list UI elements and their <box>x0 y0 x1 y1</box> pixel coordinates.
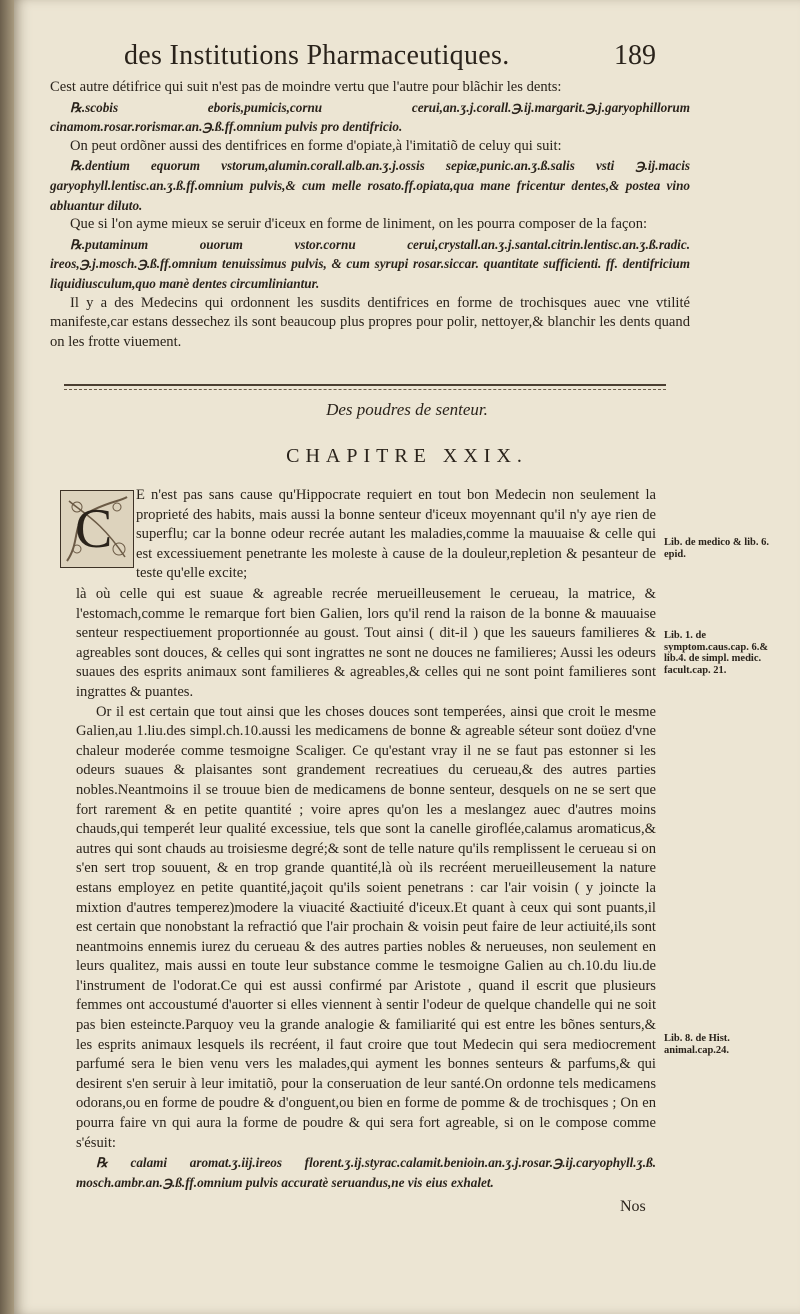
page-number: 189 <box>614 40 656 71</box>
section-title: Des poudres de senteur. <box>326 400 488 419</box>
paragraph: Il y a des Medecins qui ordonnent les susdits dentifrices en forme de trochisques auec vne vtilité manifeste,car estans dessechez ils sont beaucoup plus propres pour polir, nettoyer,& blanchir les dents quand on les frotte viuement. <box>50 294 690 350</box>
margin-note: Lib. 1. de symptom.caus.cap. 6.& lib.4. de simpl. medic. facult.cap. 21. <box>664 630 769 676</box>
margin-note: Lib. de medico & lib. 6. epid. <box>664 537 770 560</box>
chapter-opening-paragraph <box>136 486 656 584</box>
running-head: des Institutions Pharmaceutiques. <box>124 40 510 71</box>
recipe: ℞.scobis eboris,pumicis,cornu cerui,an.ʒ.j.corall.℈.ij.margarit.℈.j.garyophillorum cinamom.rosar.rorismar.an.℈.ß.ff.omnium pulvis pro dentifricio. <box>50 99 690 135</box>
initial-letter: C <box>75 498 113 560</box>
paragraph: On peut ordõner aussi des dentifrices en forme d'opiate,à l'imitatiõ de celuy qui suit: <box>70 137 562 154</box>
chapter-body <box>76 585 656 1192</box>
decorated-initial <box>60 490 134 568</box>
catchword: Nos <box>620 1198 646 1215</box>
paragraph: Or il est certain que tout ainsi que les choses douces sont temperées, ainsi que croit le mesme Galien,au 1.liu.des simpl.ch.10.aussi les medicamens de bonne & agreable séteur sont doüez d'vne chaleur moderée comme tesmoigne Scaliger. Ce qu'estant vray il ne se faut pas estonner si les odeurs suaues & plaisantes sont grandement recreatiues du cerueau,& des autres parties nobles.Neantmoins il se trouue bien de medicamens de bonne senteur, desquels on ne se sert que fort rarement & en petite quantité ; voire apres qu'on les a meslangez auec d'autres moins chauds,qui temperét leur qualité excessiue, tels que sont la canelle giroflée,calamus aromaticus,& autres qui sont chauds au troisiesme degré;& sont de telle nature qu'ils remplissent le cerueau si on s'en sert trop souuent, & en trop grande quantité,là où ils recréent merueilleusement la nature estans employez en petite quantité,jaçoit qu'ils soient penetrans : car l'air voisin ( y joincte la mixtion d'autres temperez)modere la viuacité &actiuité d'iceux.Et quant à ceux qui sont puants,il est certain que nonobstant la refractió que l'air prochain & voisin peut faire de leur actiuité,ils sont neantmoins ennemis iurez du cerueau & des autres parties nobles & nerueuses, non seulement en leurs qualitez, mais aussi en toute leur substance comme le tesmoigne Galien au ch.10.du liu.de l'instrument de l'odorat.Ce qui est aussi confirmé par Aristote , quand il escrit que plusieurs femmes ont accoustumé d'auorter si elles viennent à sentir l'odeur de quelque chandelle qui ne soit pas bien esteincte.Parquoy veu la grande analogie & familiarité qui est entre les bõnes senturs,& les esprits animaux lesquels ils recréent, il faut croire que tout Medecin qui sera mediocrement parfumé sera le bien venu vers les malades,qui ayment les bonnes senteurs & parfums,& qui desirent s'en seruir à leur imitatiõ, pour la conseruation de leur santé.On ordonne tels medicamens odorans,ou en forme de poudre & d'onguent,ou bien en forme de pomme & de trochisques ; On en pourra faire vn qui aura la forme de poudre & qui sera fort agreable, si on le compose comme s'ésuit: <box>76 703 656 1151</box>
book-spine <box>0 0 14 1314</box>
book-page <box>14 0 800 1314</box>
recipe: ℞ calami aromat.ʒ.iij.ireos florent.ʒ.ij.styrac.calamit.benioin.an.ʒ.j.rosar.℈.ij.caryophyll.ʒ.ß. mosch.ambr.an.℈.ß.ff.omnium pulvis accuratè seruandus,ne vis eius exhalet. <box>76 1155 656 1190</box>
margin-note: Lib. 8. de Hist. animal.cap.24. <box>664 1033 730 1056</box>
recipe: ℞.putaminum ouorum vstor.cornu cerui,crystall.an.ʒ.j.santal.citrin.lentisc.an.ʒ.ß.radic. ireos,℈.j.mosch.℈.ß.ff.omnium tenuissimus pulvis, & cum syrupi rosar.siccar. quantitate sufficienti. ff. dentifricium liquidiusculum,quo manè dentes circumliniantur. <box>50 236 690 291</box>
paragraph: là où celle qui est suaue & agreable recrée merueilleusement le cerueau, la matrice, & l'estomach,comme le remarque fort bien Galien, lors qu'il rend la raison de la bonne & mauuaise senteur respectiuement proportionnée au goust. Tout ainsi ( dit-il ) que les saueurs familieres & agreables sont douces, & celles qui sont ingrattes ne sont ne douces ne familieres; Aussi les odeurs suaues des esprits animaux sont familieres & agreables,& celles qui ne sont point familieres sont ingrattes & puantes. <box>76 586 656 700</box>
divider-rule <box>64 389 666 390</box>
recipe: ℞.dentium equorum vstorum,alumin.corall.alb.an.ʒ.j.ossis sepiæ,punic.an.ʒ.ß.salis vsti ℈.ij.macis garyophyll.lentisc.an.ʒ.ß.ff.omnium pulvis,& cum melle rosato.ff.opiata,qua mane fricentur dentes,& postea vino abluantur diluto. <box>50 158 690 213</box>
chapter-heading: CHAPITRE XXIX. <box>286 445 528 467</box>
divider-rule <box>64 384 666 386</box>
top-section <box>50 78 690 352</box>
paragraph: Que si l'on ayme mieux se seruir d'iceux en forme de liniment, on les pourra composer de la façon: <box>70 216 648 233</box>
paragraph: E n'est pas sans cause qu'Hippocrate requiert en tout bon Medecin non seulement la proprieté des habits, mais aussi la bonne senteur d'iceux moyennant qu'il n'y aye rien de superflu; car la bonne odeur recrée autant les maladies,comme la mauuaise & celle qui est excessiuement penetrante les moleste à cause de la douleur,repletion & pesanteur de teste qu'elle excite; <box>136 487 656 582</box>
paragraph: Cest autre détifrice qui suit n'est pas de moindre vertu que l'autre pour blãchir les dents: <box>50 79 562 95</box>
